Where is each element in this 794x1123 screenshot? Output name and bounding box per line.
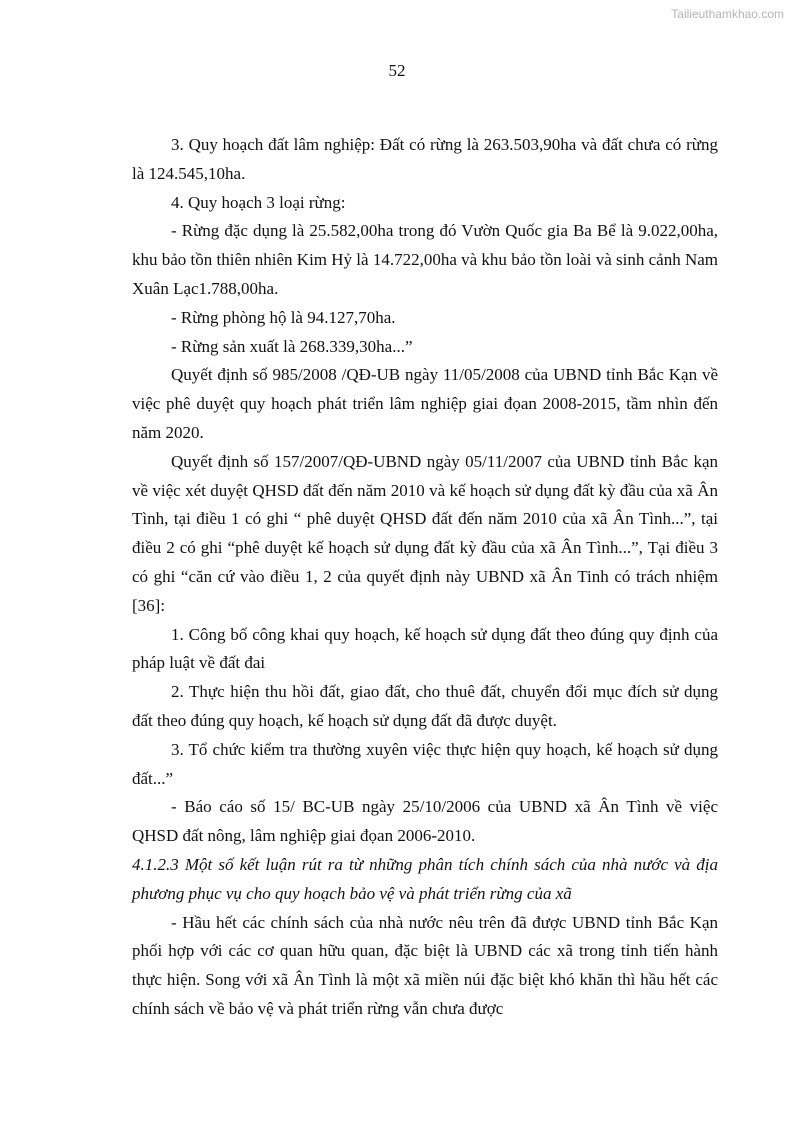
- paragraph-forest-land-plan: 3. Quy hoạch đất lâm nghiệp: Đất có rừng là 263.503,90ha và đất chưa có rừng là 124.545,10ha.: [132, 135, 718, 183]
- page-number: 52: [388, 61, 406, 80]
- paragraph-special-use-forest: - Rừng đặc dụng là 25.582,00ha trong đó Vườn Quốc gia Ba Bể là 9.022,00ha, khu bảo tồn thiên nhiên Kim Hỷ là 14.722,00ha và khu bảo tồn loài và sinh cảnh Nam Xuân Lạc1.788,00ha.: [132, 221, 718, 298]
- paragraph-item-1: 1. Công bố công khai quy hoạch, kế hoạch sử dụng đất theo đúng quy định của pháp luật về đất đai: [132, 624, 718, 673]
- document-body: [132, 131, 718, 1024]
- paragraph-item-2: 2. Thực hiện thu hồi đất, giao đất, cho thuê đất, chuyển đổi mục đích sử dụng đất theo đúng quy hoạch, kế hoạch sử dụng đất đã được duyệt.: [132, 682, 718, 730]
- paragraph-report-15: - Báo cáo số 15/ BC-UB ngày 25/10/2006 của UBND xã Ân Tình về việc QHSD đất nông, lâm nghiệp giai đọan 2006-2010.: [132, 797, 718, 846]
- section-heading: 4.1.2.3 Một số kết luận rút ra từ những phân tích chính sách của nhà nước và địa phương phục vụ cho quy hoạch bảo vệ và phát triển rừng của xã: [132, 854, 718, 903]
- paragraph-conclusion: - Hầu hết các chính sách của nhà nước nêu trên đã được UBND tỉnh Bắc Kạn phối hợp với các cơ quan hữu quan, đặc biệt là UBND các xã trong tỉnh tiến hành thực hiện. Song với xã Ân Tình là một xã miền núi đặc biệt khó khăn thì hầu hết các chính sách về bảo vệ và phát triển rừng vẫn chưa được: [132, 912, 718, 1018]
- paragraph-protection-forest: - Rừng phòng hộ là 94.127,70ha.: [171, 307, 396, 327]
- paragraph-production-forest: - Rừng sản xuất là 268.339,30ha...”: [171, 336, 413, 356]
- watermark-text: Tailieuthamkhao.com: [671, 7, 784, 21]
- paragraph-decision-985: Quyết định số 985/2008 /QĐ-UB ngày 11/05/2008 của UBND tỉnh Bắc Kạn về việc phê duyệt quy hoạch phát triển lâm nghiệp giai đọan 2008-2015, tầm nhìn đến năm 2020.: [132, 365, 718, 442]
- paragraph-item-3: 3. Tổ chức kiểm tra thường xuyên việc thực hiện quy hoạch, kế hoạch sử dụng đất...”: [132, 739, 718, 788]
- paragraph-three-forest-types: 4. Quy hoạch 3 loại rừng:: [171, 192, 346, 212]
- paragraph-decision-157: Quyết định số 157/2007/QĐ-UBND ngày 05/11/2007 của UBND tỉnh Bắc kạn về việc xét duyệt QHSD đất đến năm 2010 và kế hoạch sử dụng đất kỳ đầu của xã Ân Tình, tại điều 1 có ghi “ phê duyệt QHSD đất đến năm 2010 của xã Ân Tình...”, tại điều 2 có ghi “phê duyệt kế hoạch sử dụng đất kỳ đầu của xã Ân Tình...”, Tại điều 3 có ghi “căn cứ vào điều 1, 2 của quyết định này UBND xã Ân Tinh có trách nhiệm [36]:: [132, 451, 718, 615]
